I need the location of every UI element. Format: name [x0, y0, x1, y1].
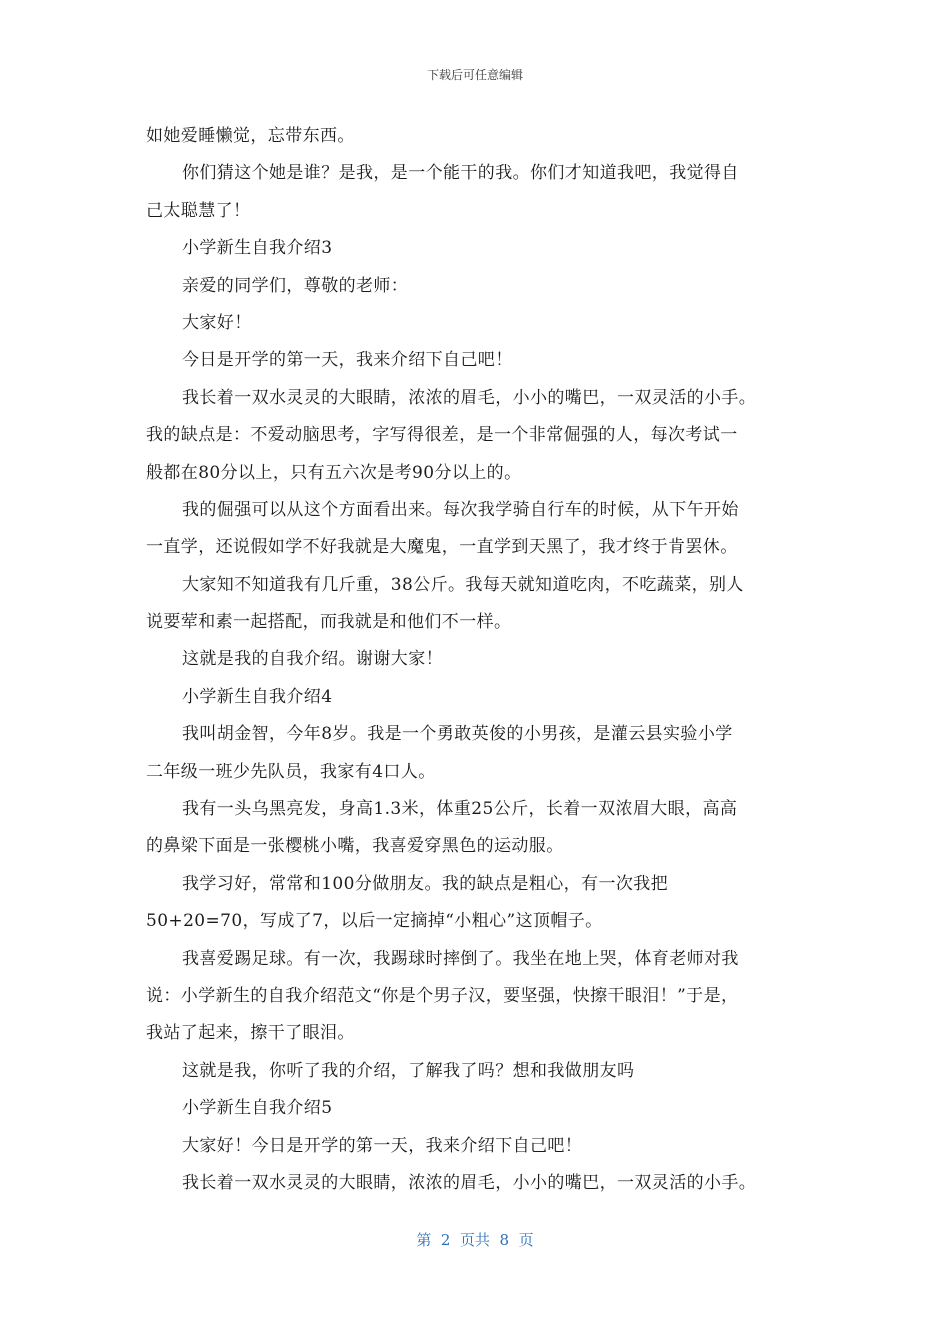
- text-line: 己太聪慧了！: [146, 200, 251, 221]
- text-line: 我有一头乌黑亮发，身高1.3米，体重25公斤，长着一双浓眉大眼，高高: [182, 799, 738, 820]
- text-line: 我的倔强可以从这个方面看出来。每次我学骑自行车的时候，从下午开始: [182, 499, 739, 520]
- text-line: 说要荤和素一起搭配，而我就是和他们不一样。: [146, 612, 512, 633]
- text-line: 大家知不知道我有几斤重，38公斤。我每天就知道吃肉，不吃蔬菜，别人: [182, 574, 744, 595]
- text-line: 的鼻梁下面是一张樱桃小嘴，我喜爱穿黑色的运动服。: [146, 836, 564, 857]
- document-body: [146, 118, 814, 1202]
- text-line: 我的缺点是：不爱动脑思考，字写得很差，是一个非常倔强的人，每次考试一: [146, 425, 738, 446]
- text-line: 我叫胡金智，今年8岁。我是一个勇敢英俊的小男孩，是灌云县实验小学: [182, 724, 733, 745]
- text-line: 今日是开学的第一天，我来介绍下自己吧！: [182, 350, 513, 371]
- text-line: 二年级一班少先队员，我家有4口人。: [146, 761, 436, 782]
- text-line: 如她爱睡懒觉，忘带东西。: [146, 126, 355, 146]
- text-line: 般都在80分以上，只有五六次是考90分以上的。: [146, 462, 522, 483]
- text-line: 小学新生自我介绍5: [182, 1098, 333, 1119]
- text-line: 我长着一双水灵灵的大眼睛，浓浓的眉毛，小小的嘴巴，一双灵活的小手。: [182, 1172, 757, 1193]
- text-line: 说：小学新生的自我介绍范文“你是个男子汉，要坚强，快擦干眼泪！”于是，: [146, 985, 739, 1006]
- text-line: 大家好！: [182, 312, 252, 333]
- text-line: 小学新生自我介绍3: [182, 238, 333, 259]
- text-line: 亲爱的同学们，尊敬的老师：: [182, 275, 409, 296]
- page-number-footer: 第 2 页共 8 页: [416, 1231, 534, 1249]
- text-line: 一直学，还说假如学不好我就是大魔鬼，一直学到天黑了，我才终于肯罢休。: [146, 537, 738, 558]
- text-line: 大家好！今日是开学的第一天，我来介绍下自己吧！: [182, 1135, 583, 1156]
- text-line: 我学习好，常常和100分做朋友。我的缺点是粗心，有一次我把: [182, 873, 669, 894]
- text-line: 50+20=70，写成了7，以后一定摘掉“小粗心”这顶帽子。: [146, 911, 603, 932]
- text-line: 我站了起来，擦干了眼泪。: [146, 1023, 355, 1044]
- text-line: 小学新生自我介绍4: [182, 686, 333, 707]
- text-line: 这就是我的自我介绍。谢谢大家！: [182, 649, 443, 670]
- text-line: 你们猜这个她是谁？是我，是一个能干的我。你们才知道我吧，我觉得自: [182, 163, 739, 184]
- page-header: 下载后可任意编辑: [426, 68, 523, 82]
- text-line: 我喜爱踢足球。有一次，我踢球时摔倒了。我坐在地上哭，体育老师对我: [182, 948, 739, 969]
- text-line: 这就是我，你听了我的介绍，了解我了吗？想和我做朋友吗: [182, 1060, 635, 1081]
- text-line: 我长着一双水灵灵的大眼睛，浓浓的眉毛，小小的嘴巴，一双灵活的小手。: [182, 387, 757, 408]
